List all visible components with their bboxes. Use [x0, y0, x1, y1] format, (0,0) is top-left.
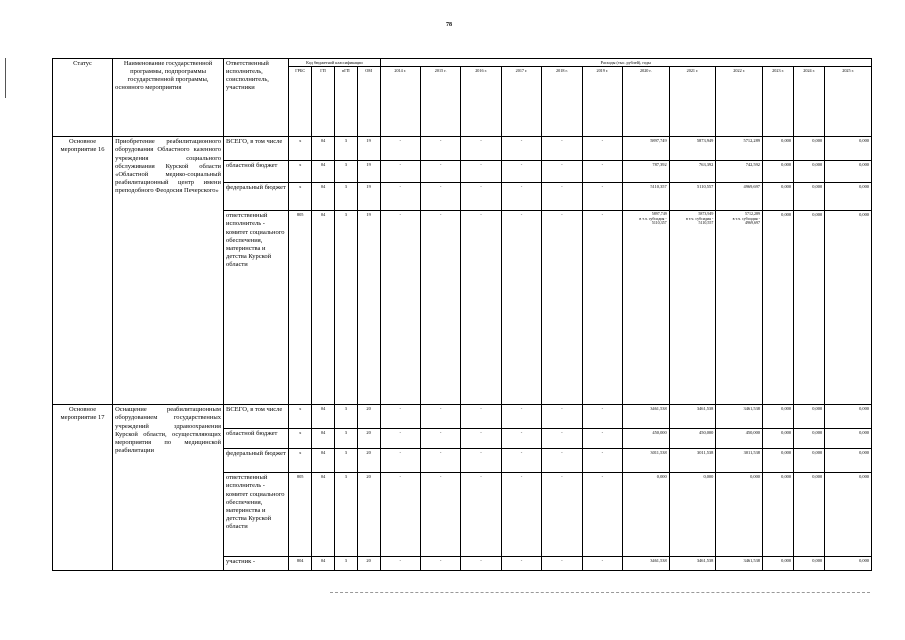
dash-cell: - [461, 137, 501, 161]
header-year: 2020 г. [623, 67, 670, 137]
header-budget-code: Код бюджетной классификации [289, 59, 380, 67]
value-stack-cell [669, 211, 716, 405]
dash-cell: - [420, 211, 460, 405]
code-cell: 3 [334, 183, 357, 211]
header-year: 2021 г. [669, 67, 716, 137]
header-status: Статус [53, 59, 113, 137]
dash-cell: - [501, 429, 541, 449]
value-cell: 0,000 [825, 473, 872, 557]
code-cell: 20 [357, 473, 380, 557]
responsible-cell: участник - [224, 557, 289, 571]
responsible-cell: областной бюджет [224, 429, 289, 449]
header-year: 2016 г. [461, 67, 501, 137]
dash-cell: - [380, 137, 420, 161]
value-cell: 0,000 [794, 211, 825, 405]
header-year: 2017 г. [501, 67, 541, 137]
value-cell: 0,000 [825, 137, 872, 161]
value-cell: 0,000 [825, 161, 872, 183]
dash-cell: - [380, 429, 420, 449]
dash-cell: - [582, 161, 622, 183]
code-cell: 04 [312, 183, 335, 211]
code-cell: 04 [312, 405, 335, 429]
value-cell: 787,392 [623, 161, 670, 183]
table-row [53, 405, 872, 429]
header-code: пГП [334, 67, 357, 137]
stack-label: в т.ч. субсидия - [686, 215, 714, 221]
value-cell: 450,000 [716, 429, 763, 449]
dash-cell: - [542, 137, 582, 161]
stack-total: 5897,749 [651, 211, 667, 217]
value-cell: 3461,538 [623, 557, 670, 571]
responsible-cell: федеральный бюджет [224, 183, 289, 211]
dash-cell: - [582, 449, 622, 473]
value-cell: 742,592 [716, 161, 763, 183]
dash-cell: - [542, 449, 582, 473]
dash-cell: - [542, 473, 582, 557]
value-cell: 0,000 [762, 473, 793, 557]
dash-cell: - [461, 183, 501, 211]
responsible-cell: ответственный исполнитель - комитет социального обеспечения, материнства и детства Курской области [224, 211, 289, 405]
value-cell: 3011,538 [623, 449, 670, 473]
value-cell: 450,000 [669, 429, 716, 449]
dash-cell: - [582, 473, 622, 557]
dash-cell: - [420, 473, 460, 557]
dash-cell: - [461, 405, 501, 429]
value-cell: 0,000 [762, 137, 793, 161]
stack-subsidy: 5110,357 [651, 220, 667, 226]
code-cell: 3 [334, 211, 357, 405]
dash-cell: - [501, 405, 541, 429]
code-cell: 3 [334, 557, 357, 571]
dash-cell: - [501, 557, 541, 571]
dash-cell: - [420, 405, 460, 429]
dash-cell: - [542, 211, 582, 405]
dash-cell: - [420, 557, 460, 571]
value-cell: 0,000 [825, 183, 872, 211]
stack-subsidy: 4969,697 [744, 220, 760, 226]
dash-cell: - [380, 557, 420, 571]
dash-cell: - [582, 557, 622, 571]
dash-cell: - [582, 137, 622, 161]
dash-cell: - [501, 137, 541, 161]
status-cell: Основное мероприятие 16 [53, 137, 113, 405]
header-year: 2019 г. [582, 67, 622, 137]
value-cell: 5110,357 [623, 183, 670, 211]
value-cell: 3011,538 [716, 449, 763, 473]
dash-cell: - [501, 211, 541, 405]
value-cell: 5873,949 [669, 137, 716, 161]
dash-cell: - [420, 161, 460, 183]
dash-cell: - [542, 557, 582, 571]
code-cell: 804 [289, 557, 312, 571]
value-cell: 3461,538 [623, 405, 670, 429]
value-cell: 3461,538 [669, 405, 716, 429]
dash-cell: - [461, 429, 501, 449]
header-responsible: Ответственный исполнитель, соисполнитель, участники [224, 59, 289, 137]
header-code: ГП [312, 67, 335, 137]
table-row [53, 137, 872, 161]
dash-cell: - [582, 183, 622, 211]
value-cell: 0,000 [762, 183, 793, 211]
code-cell: 04 [312, 449, 335, 473]
value-cell: 0,000 [794, 137, 825, 161]
code-cell: 805 [289, 211, 312, 405]
dash-cell: - [380, 161, 420, 183]
code-cell: 20 [357, 429, 380, 449]
value-cell: 0,000 [825, 449, 872, 473]
dash-cell: - [420, 183, 460, 211]
stack-label: в т.ч. субсидия - [639, 215, 667, 221]
value-cell: 0,000 [762, 405, 793, 429]
code-cell: x [289, 449, 312, 473]
code-cell: x [289, 183, 312, 211]
code-cell: 20 [357, 557, 380, 571]
bottom-edge-line [330, 592, 870, 593]
margin-mark [5, 58, 6, 98]
code-cell: 04 [312, 473, 335, 557]
dash-cell: - [420, 449, 460, 473]
dash-cell: - [380, 473, 420, 557]
dash-cell: - [501, 449, 541, 473]
budget-table [52, 58, 872, 571]
header-year: 2022 г. [716, 67, 763, 137]
value-cell: 763,392 [669, 161, 716, 183]
page-number: 78 [446, 22, 452, 28]
value-cell: 0,000 [794, 161, 825, 183]
value-cell: 3461,538 [669, 557, 716, 571]
value-cell: 5897,749 [623, 137, 670, 161]
code-cell: 19 [357, 183, 380, 211]
header-year: 2014 г. [380, 67, 420, 137]
header-code: ОМ [357, 67, 380, 137]
responsible-cell: областной бюджет [224, 161, 289, 183]
dash-cell: - [461, 211, 501, 405]
value-cell: 0,000 [794, 557, 825, 571]
dash-cell: - [582, 429, 622, 449]
dash-cell: - [380, 405, 420, 429]
dash-cell: - [542, 405, 582, 429]
code-cell: x [289, 161, 312, 183]
code-cell: 19 [357, 137, 380, 161]
value-cell: 0,000 [762, 449, 793, 473]
status-cell: Основное мероприятие 17 [53, 405, 113, 571]
value-cell: 0,000 [623, 473, 670, 557]
code-cell: 3 [334, 473, 357, 557]
header-year: 2018 г. [542, 67, 582, 137]
value-cell: 3011,538 [669, 449, 716, 473]
dash-cell: - [420, 137, 460, 161]
code-cell: 04 [312, 211, 335, 405]
dash-cell: - [420, 429, 460, 449]
dash-cell: - [542, 161, 582, 183]
header-year: 2025 г. [825, 67, 872, 137]
header-year: 2015 г. [420, 67, 460, 137]
program-name: Приобретение реабилитационного оборудования Областного казенного учреждения социального обслуживания Курской области «Областной медико-социальный реабилитационный центр имени преподобного Феодосия Печерского» [113, 137, 224, 405]
dash-cell: - [380, 449, 420, 473]
value-cell: 450,000 [623, 429, 670, 449]
dash-cell: - [380, 211, 420, 405]
value-cell: 0,000 [794, 405, 825, 429]
value-stack-cell [623, 211, 670, 405]
dash-cell: - [582, 211, 622, 405]
dash-cell: - [501, 183, 541, 211]
dash-cell: - [501, 161, 541, 183]
code-cell: 3 [334, 449, 357, 473]
header-program: Наименование государственной программы, подпрограммы государственной программы, основного мероприятия [113, 59, 224, 137]
code-cell: 805 [289, 473, 312, 557]
stack-total: 5873,949 [698, 211, 714, 217]
code-cell: 3 [334, 429, 357, 449]
value-cell: 0,000 [762, 557, 793, 571]
value-cell: 0,000 [794, 429, 825, 449]
responsible-cell: ответственный исполнитель - комитет социального обеспечения, материнства и детства Курской области [224, 473, 289, 557]
code-cell: 3 [334, 137, 357, 161]
stack-total: 5712,289 [744, 211, 760, 217]
value-cell: 0,000 [762, 211, 793, 405]
code-cell: 20 [357, 449, 380, 473]
value-cell: 0,000 [716, 473, 763, 557]
value-cell: 0,000 [762, 161, 793, 183]
dash-cell: - [461, 449, 501, 473]
responsible-cell: ВСЕГО, в том числе [224, 137, 289, 161]
stack-label: в т.ч. субсидия - [732, 215, 760, 221]
dash-cell: - [582, 405, 622, 429]
header-code: ГРБС [289, 67, 312, 137]
value-cell: 0,000 [825, 557, 872, 571]
dash-cell: - [461, 161, 501, 183]
code-cell: 04 [312, 161, 335, 183]
value-cell: 5712,289 [716, 137, 763, 161]
dash-cell: - [542, 183, 582, 211]
responsible-cell: ВСЕГО, в том числе [224, 405, 289, 429]
code-cell: 19 [357, 161, 380, 183]
value-cell: 3461,538 [716, 557, 763, 571]
value-stack-cell [716, 211, 763, 405]
value-cell: 0,000 [794, 183, 825, 211]
program-name: Оснащение реабилитационным оборудованием государственных учреждений здравоохранения Курской области, осуществляющих мероприятия по медицинской реабилитации [113, 405, 224, 571]
value-cell: 0,000 [669, 473, 716, 557]
value-cell: 0,000 [762, 429, 793, 449]
code-cell: 3 [334, 405, 357, 429]
code-cell: x [289, 405, 312, 429]
value-cell: 0,000 [825, 405, 872, 429]
value-cell: 4969,697 [716, 183, 763, 211]
code-cell: x [289, 137, 312, 161]
code-cell: 3 [334, 161, 357, 183]
value-cell: 3461,538 [716, 405, 763, 429]
value-cell: 0,000 [794, 473, 825, 557]
header-expenses: Расходы (тыс. рублей), годы [380, 59, 871, 67]
value-cell: 0,000 [794, 449, 825, 473]
stack-subsidy: 5110,557 [698, 220, 714, 226]
code-cell: x [289, 429, 312, 449]
dash-cell: - [461, 473, 501, 557]
dash-cell: - [380, 183, 420, 211]
code-cell: 04 [312, 429, 335, 449]
responsible-cell: федеральный бюджет [224, 449, 289, 473]
header-year: 2024 г. [794, 67, 825, 137]
value-cell: 0,000 [825, 429, 872, 449]
code-cell: 04 [312, 137, 335, 161]
header-year: 2023 г. [762, 67, 793, 137]
dash-cell: - [461, 557, 501, 571]
code-cell: 20 [357, 405, 380, 429]
dash-cell: - [501, 473, 541, 557]
dash-cell: - [542, 429, 582, 449]
code-cell: 19 [357, 211, 380, 405]
value-cell: 0,000 [825, 211, 872, 405]
code-cell: 04 [312, 557, 335, 571]
value-cell: 5110,557 [669, 183, 716, 211]
